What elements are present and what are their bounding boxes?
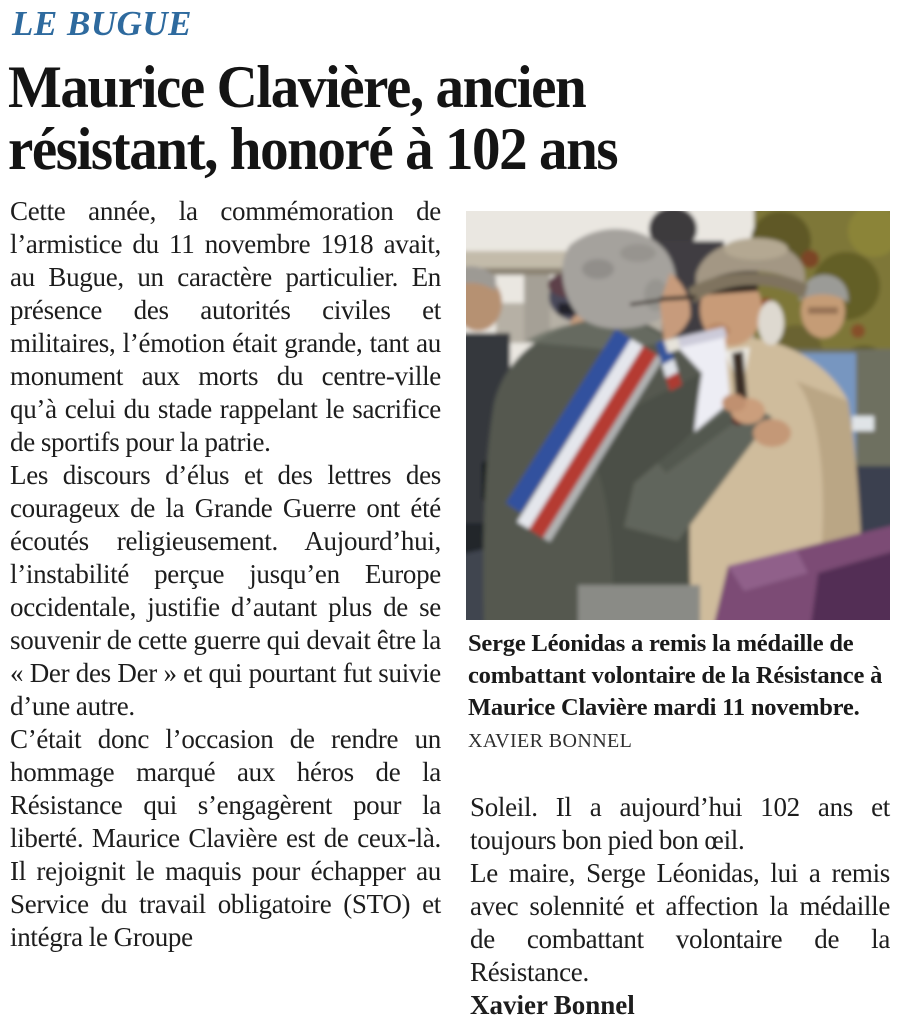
photo-caption-block bbox=[468, 628, 890, 753]
body-paragraph: Les discours d’élus et des lettres des courageux de la Grande Guerre ont été écoutés religieusement. Aujourd’hui, l’instabilité perçue jusqu’en Europe occidentale, justifie d’autant plus de se souvenir de cette guerre qui devait être la « Der des Der » et qui pourtant fut suivie d’une autre. bbox=[10, 460, 441, 721]
author-byline: Xavier Bonnel bbox=[470, 990, 635, 1020]
photo-credit: XAVIER BONNEL bbox=[468, 730, 633, 752]
ceremony-photo bbox=[466, 211, 890, 620]
headline bbox=[8, 56, 906, 180]
right-column bbox=[470, 791, 890, 1022]
photo-caption: Serge Léonidas a remis la médaille de combattant volontaire de la Résistance à Maurice Clavière mardi 11 novembre. bbox=[468, 630, 883, 721]
headline-line2: résistant, honoré à 102 ans bbox=[8, 116, 618, 182]
section-kicker: LE BUGUE bbox=[12, 4, 192, 43]
body-paragraph: C’était donc l’occasion de rendre un hommage marqué aux héros de la Résistance qui s’engagèrent pour la liberté. Maurice Clavière est de ceux-là. Il rejoignit le maquis pour échapper au Service du travail obligatoire (STO) et intégra le Groupe bbox=[10, 724, 441, 952]
article-figure bbox=[466, 211, 890, 620]
body-paragraph: Le maire, Serge Léonidas, lui a remis avec solennité et affection la médaille de combattant volontaire de la Résistance. bbox=[470, 858, 890, 987]
body-paragraph: Soleil. Il a aujourd’hui 102 ans et toujours bon pied bon œil. bbox=[470, 792, 890, 855]
body-paragraph: Cette année, la commémoration de l’armistice du 11 novembre 1918 avait, au Bugue, un caractère particulier. En présence des autorités civiles et militaires, l’émotion était grande, tant au monument aux morts du centre-ville qu’à celui du stade rappelant le sacrifice de sportifs pour la patrie. bbox=[10, 196, 441, 457]
left-column bbox=[10, 195, 441, 954]
headline-line1: Maurice Clavière, ancien bbox=[8, 54, 586, 120]
